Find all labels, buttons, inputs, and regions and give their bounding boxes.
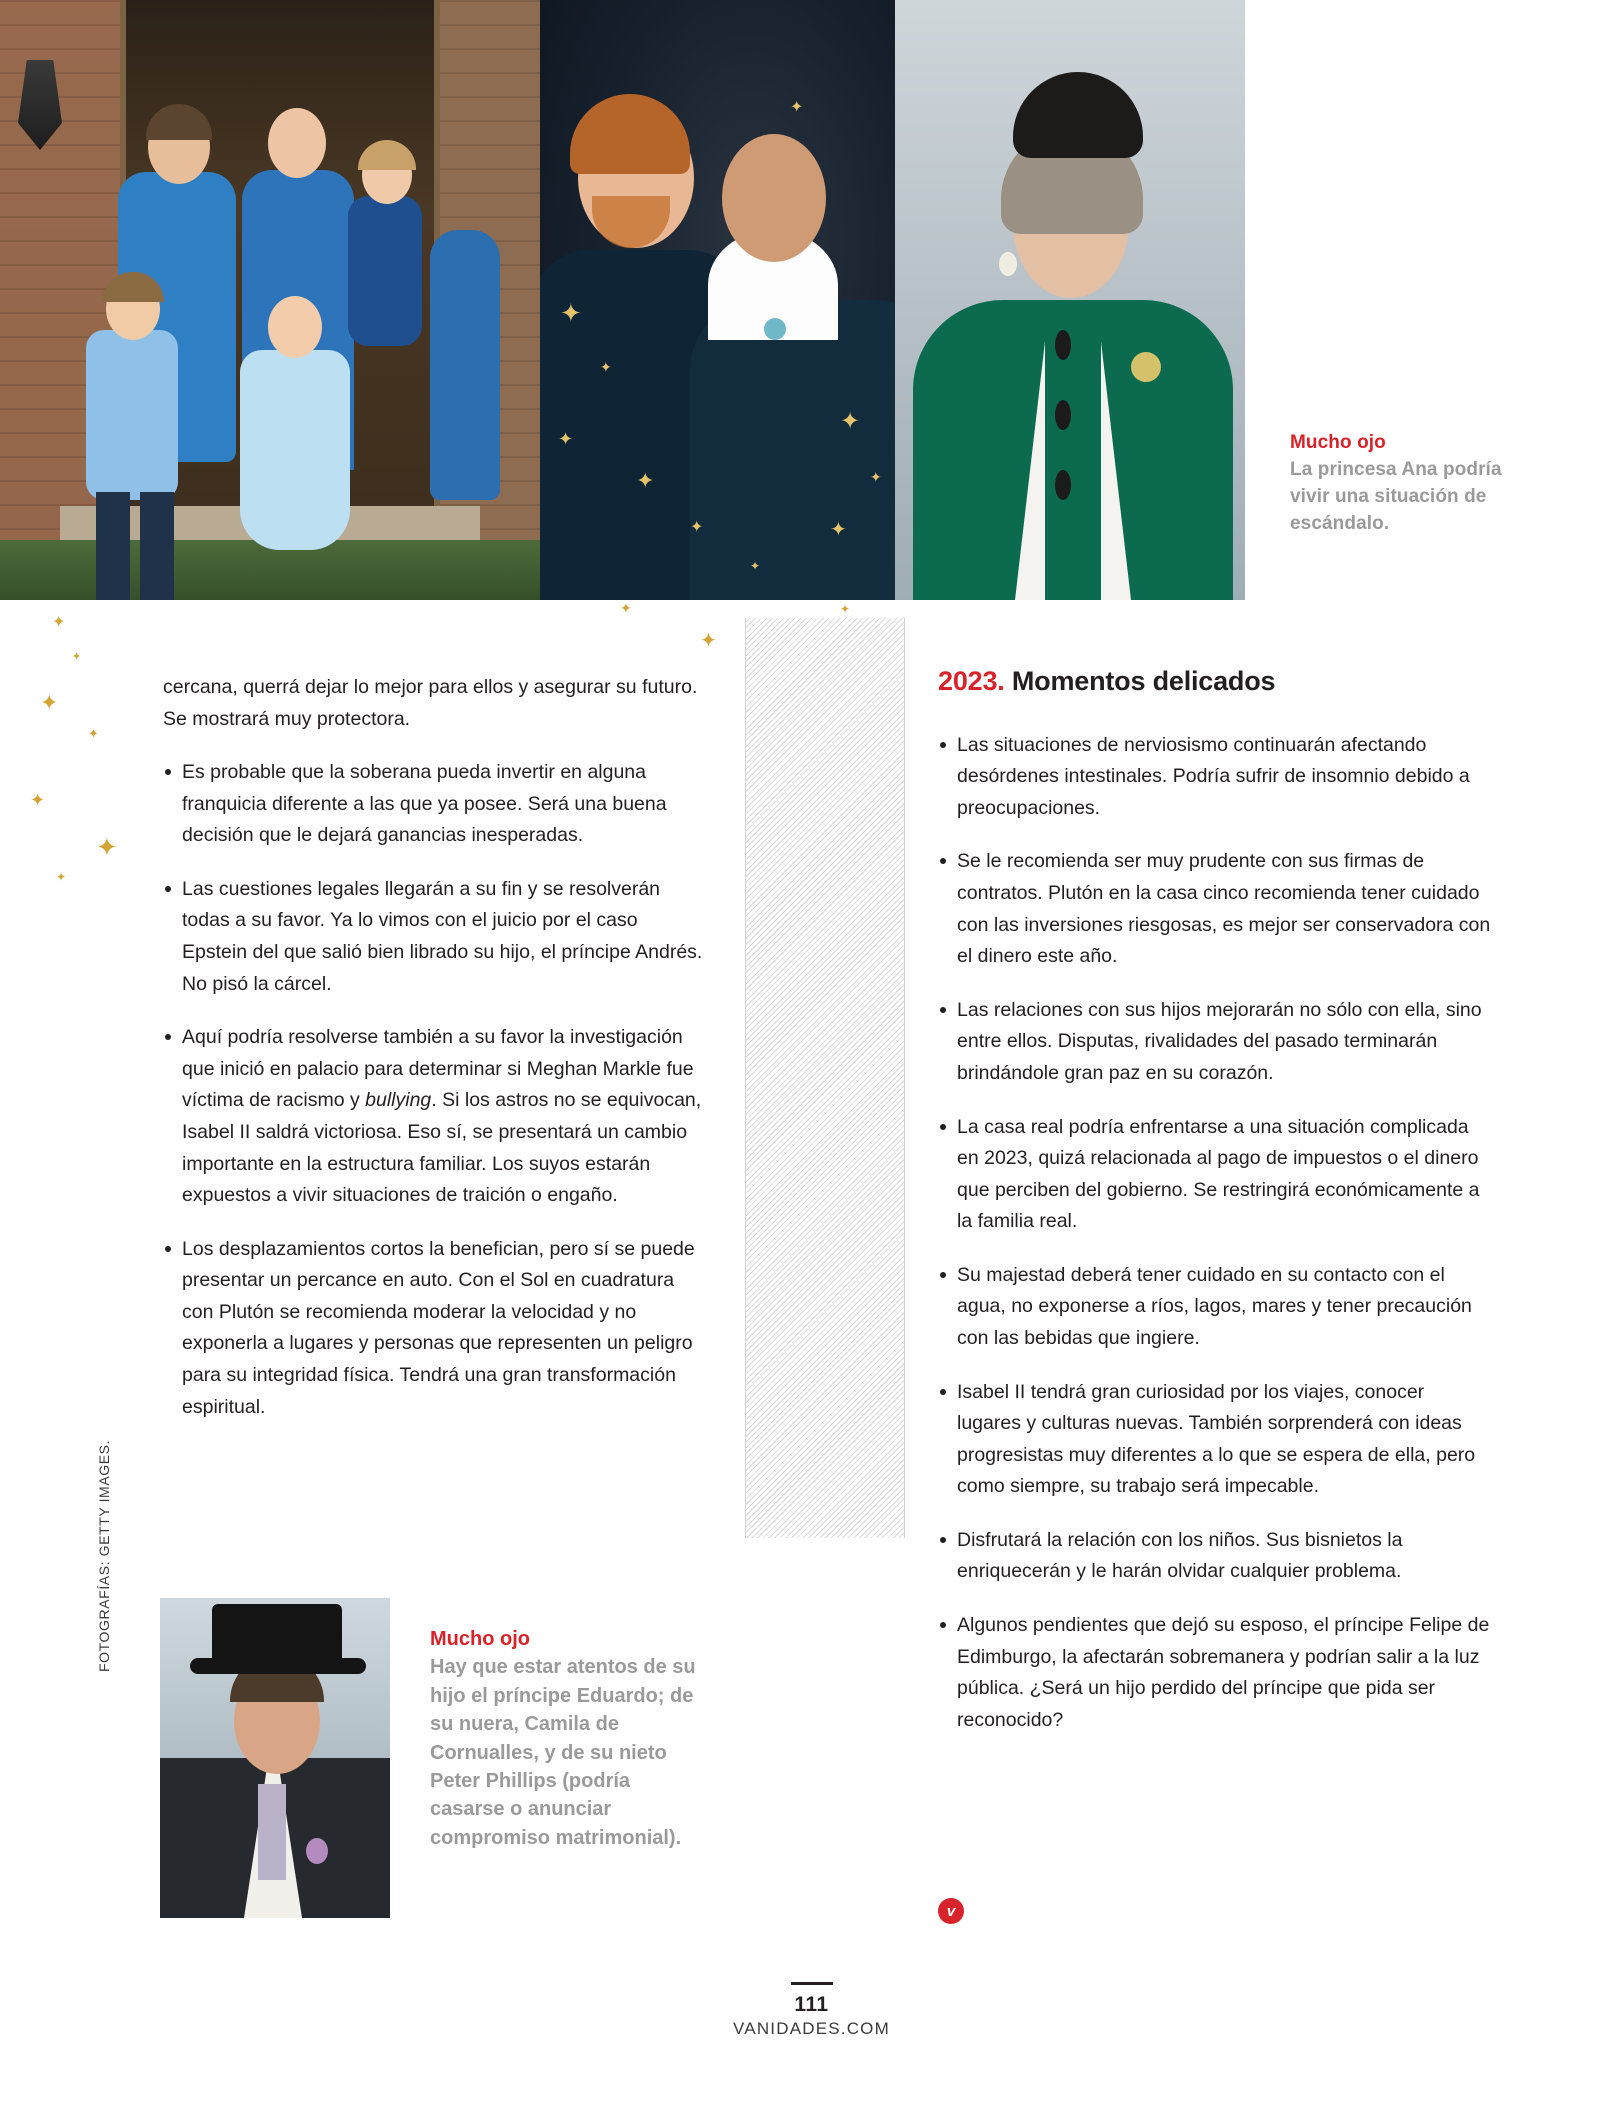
figure-peter-tie	[258, 1784, 286, 1880]
figure-meghan-head	[722, 134, 826, 262]
figure-mother-head	[268, 108, 326, 178]
figure-boy-legs-right	[140, 492, 174, 600]
photo-credit: FOTOGRAFÍAS: GETTY IMAGES.	[96, 1439, 112, 1672]
list-item: Las cuestiones legales llegarán a su fin y se resolverán todas a su favor. Ya lo vimos con el juicio por el caso Epstein del que salió bien librado su hijo, el príncipe Andrés. No pisó la cárcel.	[163, 874, 708, 1000]
sparkle-star-icon: ✦	[558, 429, 574, 449]
site-url: VANIDADES.COM	[733, 2019, 890, 2038]
list-item: La casa real podría enfrentarse a una situación complicada en 2023, quizá relacionada al pago de impuestos o el dinero que perciben del gobierno. Se restringirá económicamente a la familia real.	[938, 1112, 1493, 1238]
caption-label: Mucho ojo	[1290, 432, 1386, 453]
sparkle-star-icon: ✦	[40, 690, 59, 715]
list-item: Las relaciones con sus hijos mejorarán no sólo con ella, sino entre ellos. Disputas, rivalidades del pasado terminarán brindándole gran paz en su corazón.	[938, 995, 1493, 1090]
figure-anne-frog-button	[1055, 400, 1071, 430]
figure-toddler-torso	[348, 196, 422, 346]
sparkle-star-icon: ✦	[600, 359, 612, 375]
markle-text-part1: Aquí podría resolverse también a su favor la investigación que inició en palacio para determinar si Meghan Markle fue víctima de racismo y	[182, 1026, 694, 1112]
sparkle-star-icon: ✦	[870, 469, 882, 485]
sparkle-star-icon: ✦	[88, 726, 99, 741]
caption-label: Mucho ojo	[430, 1628, 530, 1650]
caption-text: Hay que estar atentos de su hijo el príncipe Eduardo; de su nuera, Camila de Cornualles, y de su nieto Peter Phillips (podría casarse o anunciar compromiso matrimonial).	[430, 1656, 696, 1849]
figure-peter-buttonhole-flower	[306, 1838, 328, 1864]
list-item: Los desplazamientos cortos la benefician, pero sí se puede presentar un percance en auto. Con el Sol en cuadratura con Plutón se recomienda moderar la velocidad y no exponerla a lugares y personas que representen un peligro para su integridad física. Tendrá una gran transformación espiritual.	[163, 1234, 708, 1423]
figure-meghan-torso	[690, 300, 895, 600]
markle-italic-term: bullying	[365, 1089, 432, 1112]
figure-anne-frog-button	[1055, 470, 1071, 500]
list-item: Se le recomienda ser muy prudente con sus firmas de contratos. Plutón en la casa cinco recomienda tener cuidado con las inversiones riesgosas, es mejor ser conservadora con el dinero este año.	[938, 846, 1493, 972]
figure-meghan-necklace-pendant	[764, 318, 786, 340]
figure-girl-head	[268, 296, 322, 358]
footer-rule	[791, 1982, 833, 1985]
photo-peter-phillips	[160, 1598, 390, 1918]
sparkle-star-icon: ✦	[620, 600, 632, 616]
top-photo-strip	[0, 0, 1245, 600]
figure-anne-brooch	[1131, 352, 1161, 382]
page-footer	[0, 1982, 1623, 2039]
sparkle-star-icon: ✦	[750, 559, 761, 573]
right-text-column	[938, 660, 1493, 1758]
caption-text: La princesa Ana podría vivir una situación de escándalo.	[1290, 458, 1502, 534]
figure-peter-hat-brim	[190, 1658, 366, 1674]
sparkle-star-icon: ✦	[52, 614, 66, 631]
sparkle-star-icon: ✦	[72, 651, 82, 663]
figure-peter-top-hat	[212, 1604, 342, 1666]
grass-strip	[0, 540, 540, 600]
sparkle-star-icon: ✦	[840, 602, 851, 616]
sparkle-star-icon: ✦	[790, 99, 804, 116]
bottom-photo-caption	[430, 1625, 710, 1852]
photo-princess-anne	[895, 0, 1245, 600]
figure-anne-coat-placket	[1045, 300, 1101, 600]
sparkle-star-icon: ✦	[56, 870, 67, 884]
photo-harry-and-meghan	[540, 0, 895, 600]
sparkle-star-icon: ✦	[690, 519, 704, 536]
list-item: Su majestad deberá tener cuidado en su contacto con el agua, no exponerse a ríos, lagos, mares y tener precaución con las bebidas que ingiere.	[938, 1260, 1493, 1355]
section-heading-year: 2023.	[938, 666, 1005, 696]
photo-royal-family-doorstep	[0, 0, 540, 600]
vanidades-end-mark-icon: v	[938, 1898, 964, 1924]
page-number: 111	[794, 1993, 829, 2016]
list-item: Disfrutará la relación con los niños. Sus bisnietos la enriquecerán y le harán olvidar cualquier problema.	[938, 1525, 1493, 1588]
hatched-divider	[745, 618, 905, 1538]
list-item-markle	[163, 1022, 708, 1211]
sparkle-star-icon: ✦	[636, 468, 655, 493]
figure-boy-legs-left	[96, 492, 130, 600]
markle-text-part2: . Si los astros no se equivocan, Isabel II saldrá victoriosa. Eso sí, se presentará un cambio importante en la estructura familiar. Los suyos estarán expuestos a vivir situaciones de traición o engaño.	[182, 1089, 702, 1207]
sparkle-star-icon: ✦	[560, 298, 582, 328]
list-item: Las situaciones de nerviosismo continuarán afectando desórdenes intestinales. Podría sufrir de insomnio debido a preocupaciones.	[938, 730, 1493, 825]
sparkle-star-icon: ✦	[700, 630, 717, 652]
sparkle-star-icon: ✦	[840, 408, 861, 435]
section-heading	[938, 660, 1493, 704]
figure-anne-earring	[999, 252, 1017, 276]
top-photo-caption	[1290, 430, 1520, 538]
figure-girl-dress	[240, 350, 350, 550]
sparkle-star-icon: ✦	[30, 790, 46, 810]
figure-edge-torso	[430, 230, 500, 500]
list-item: Algunos pendientes que dejó su esposo, el príncipe Felipe de Edimburgo, la afectarán sobremanera y podrían salir a la luz pública. ¿Será un hijo perdido del príncipe que pida ser reconocido?	[938, 1610, 1493, 1736]
left-text-column	[163, 672, 708, 1445]
figure-boy-torso	[86, 330, 178, 500]
figure-anne-hat	[1013, 72, 1143, 158]
list-item: Isabel II tendrá gran curiosidad por los viajes, conocer lugares y culturas nuevas. También sorprenderá con ideas progresistas muy diferentes a lo que se espera de ella, pero como siempre, su trabajo será impecable.	[938, 1377, 1493, 1503]
sparkle-star-icon: ✦	[96, 832, 118, 862]
list-item: Es probable que la soberana pueda invertir en alguna franquicia diferente a las que ya posee. Será una buena decisión que le dejará ganancias inesperadas.	[163, 757, 708, 852]
figure-anne-frog-button	[1055, 330, 1071, 360]
section-heading-text: Momentos delicados	[1004, 666, 1276, 696]
paragraph-intro: cercana, querrá dejar lo mejor para ellos y asegurar su futuro. Se mostrará muy protectora.	[163, 676, 698, 730]
figure-harry-hair	[570, 94, 690, 174]
sparkle-star-icon: ✦	[830, 519, 847, 541]
